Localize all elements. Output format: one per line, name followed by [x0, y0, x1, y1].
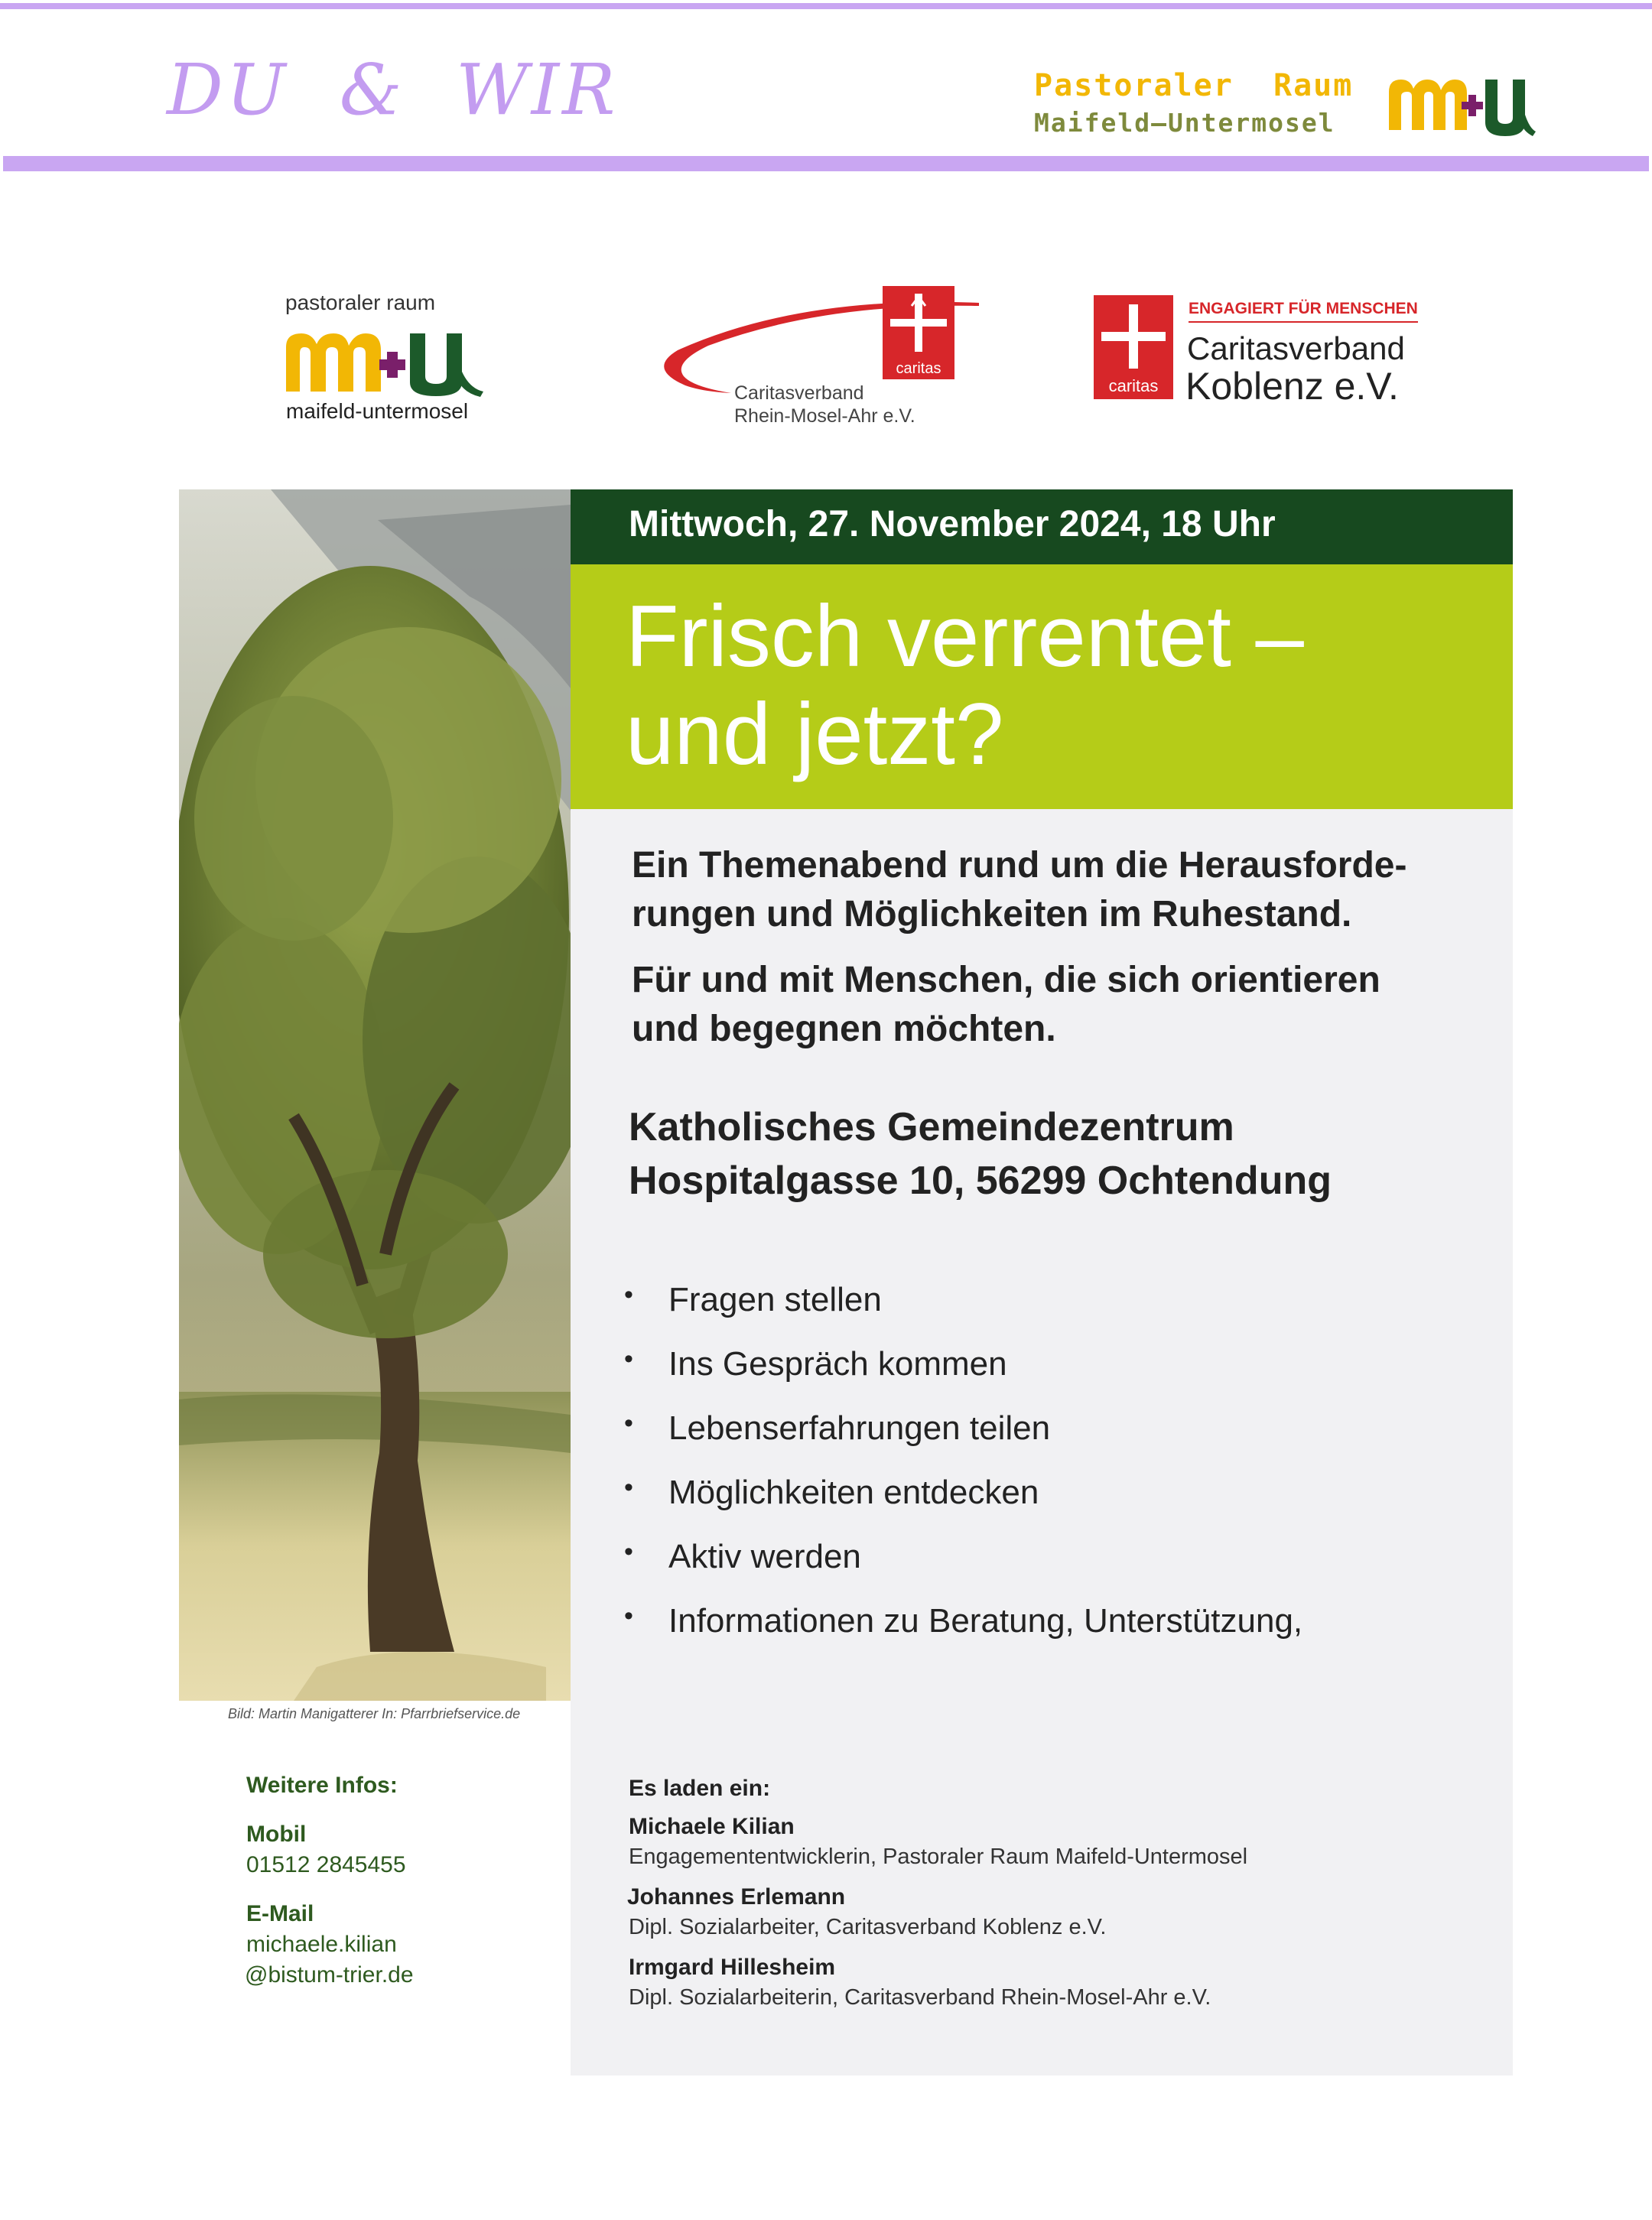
photo-credit: Bild: Martin Manigatterer In: Pfarrbriefservice.de: [228, 1706, 521, 1721]
bullet-item: Aktiv werden: [668, 1538, 861, 1575]
caritas-koblenz-city: Koblenz e.V.: [1185, 365, 1399, 408]
tree-photo: [179, 489, 571, 1701]
info-heading: Weitere Infos:: [246, 1773, 398, 1798]
event-title-line1: Frisch verrentet –: [626, 588, 1304, 685]
host-name: Johannes Erlemann: [627, 1884, 846, 1910]
bullet-item: Ins Gespräch kommen: [668, 1345, 1007, 1383]
m-plus-u-logo: [1384, 69, 1537, 139]
host-name: Michaele Kilian: [629, 1814, 795, 1839]
bullet-item: Informationen zu Beratung, Unterstützung,: [668, 1602, 1303, 1640]
host-name: Irmgard Hillesheim: [629, 1955, 836, 1980]
hosts-heading: Es laden ein:: [629, 1776, 771, 1801]
caritas-rma-line2: Rhein-Mosel-Ahr e.V.: [734, 405, 915, 427]
bullet-dot: •: [624, 1280, 633, 1309]
caritas-koblenz-name: Caritasverband: [1187, 330, 1405, 366]
intro-line3: Für und mit Menschen, die sich orientieren: [632, 960, 1380, 1000]
bullet-dot: •: [624, 1409, 633, 1438]
intro-line2: rungen und Möglichkeiten im Ruhestand.: [632, 894, 1352, 934]
event-date: Mittwoch, 27. November 2024, 18 Uhr: [629, 504, 1276, 544]
bullet-item: Möglichkeiten entdecken: [668, 1474, 1039, 1511]
caritas-badge-text: caritas: [896, 360, 941, 377]
header-left-title: DU & WIR: [167, 49, 619, 131]
email-line1[interactable]: michaele.kilian: [246, 1932, 397, 1957]
caritas-rma-line1: Caritasverband: [734, 382, 864, 404]
mobile-number[interactable]: 01512 2845455: [246, 1852, 406, 1877]
caritas-rhein-mosel-ahr-logo: [647, 283, 984, 436]
host-role: Dipl. Sozialarbeiterin, Caritasverband Rhein-Mosel-Ahr e.V.: [629, 1985, 1211, 2010]
event-title-line2: und jetzt?: [626, 686, 1004, 783]
bullet-item: Fragen stellen: [668, 1281, 882, 1318]
bullet-dot: •: [624, 1601, 633, 1630]
pastoral-raum-logo: [283, 291, 512, 428]
bullet-dot: •: [624, 1344, 633, 1373]
intro-line4: und begegnen möchten.: [632, 1009, 1056, 1049]
bullet-dot: •: [624, 1473, 633, 1502]
bullet-dot: •: [624, 1537, 633, 1566]
caritas-koblenz-badge-text: caritas: [1108, 376, 1159, 395]
mobile-label: Mobil: [246, 1822, 307, 1847]
caritas-flame-cross-icon: [1094, 295, 1173, 399]
venue-name: Katholisches Gemeindezentrum: [629, 1105, 1234, 1149]
host-role: Dipl. Sozialarbeiter, Caritasverband Koblenz e.V.: [629, 1915, 1107, 1939]
header-bottom-rule: [3, 156, 1649, 171]
host-role: Engagemententwicklerin, Pastoraler Raum Maifeld-Untermosel: [629, 1845, 1248, 1869]
header-top-rule: [0, 3, 1652, 9]
venue-address: Hospitalgasse 10, 56299 Ochtendung: [629, 1159, 1332, 1203]
m-plus-u-logo-icon: [283, 321, 497, 398]
caritas-koblenz-logo: [1094, 295, 1423, 408]
caritas-swoosh-icon: [647, 283, 984, 398]
caritas-koblenz-tagline: ENGAGIERT FÜR MENSCHEN: [1189, 300, 1418, 323]
header-right-subtitle: Maifeld–Untermosel: [1034, 108, 1335, 138]
email-label: E-Mail: [246, 1901, 314, 1926]
bullet-item: Lebenserfahrungen teilen: [668, 1409, 1051, 1447]
pastoral-logo-top-text: pastoraler raum: [285, 291, 436, 314]
pastoral-logo-bottom-text: maifeld-untermosel: [286, 399, 469, 423]
header-right-title: Pastoraler Raum: [1034, 68, 1354, 103]
email-line2[interactable]: @bistum-trier.de: [245, 1962, 414, 1988]
intro-line1: Ein Themenabend rund um die Herausforde-: [632, 845, 1407, 886]
